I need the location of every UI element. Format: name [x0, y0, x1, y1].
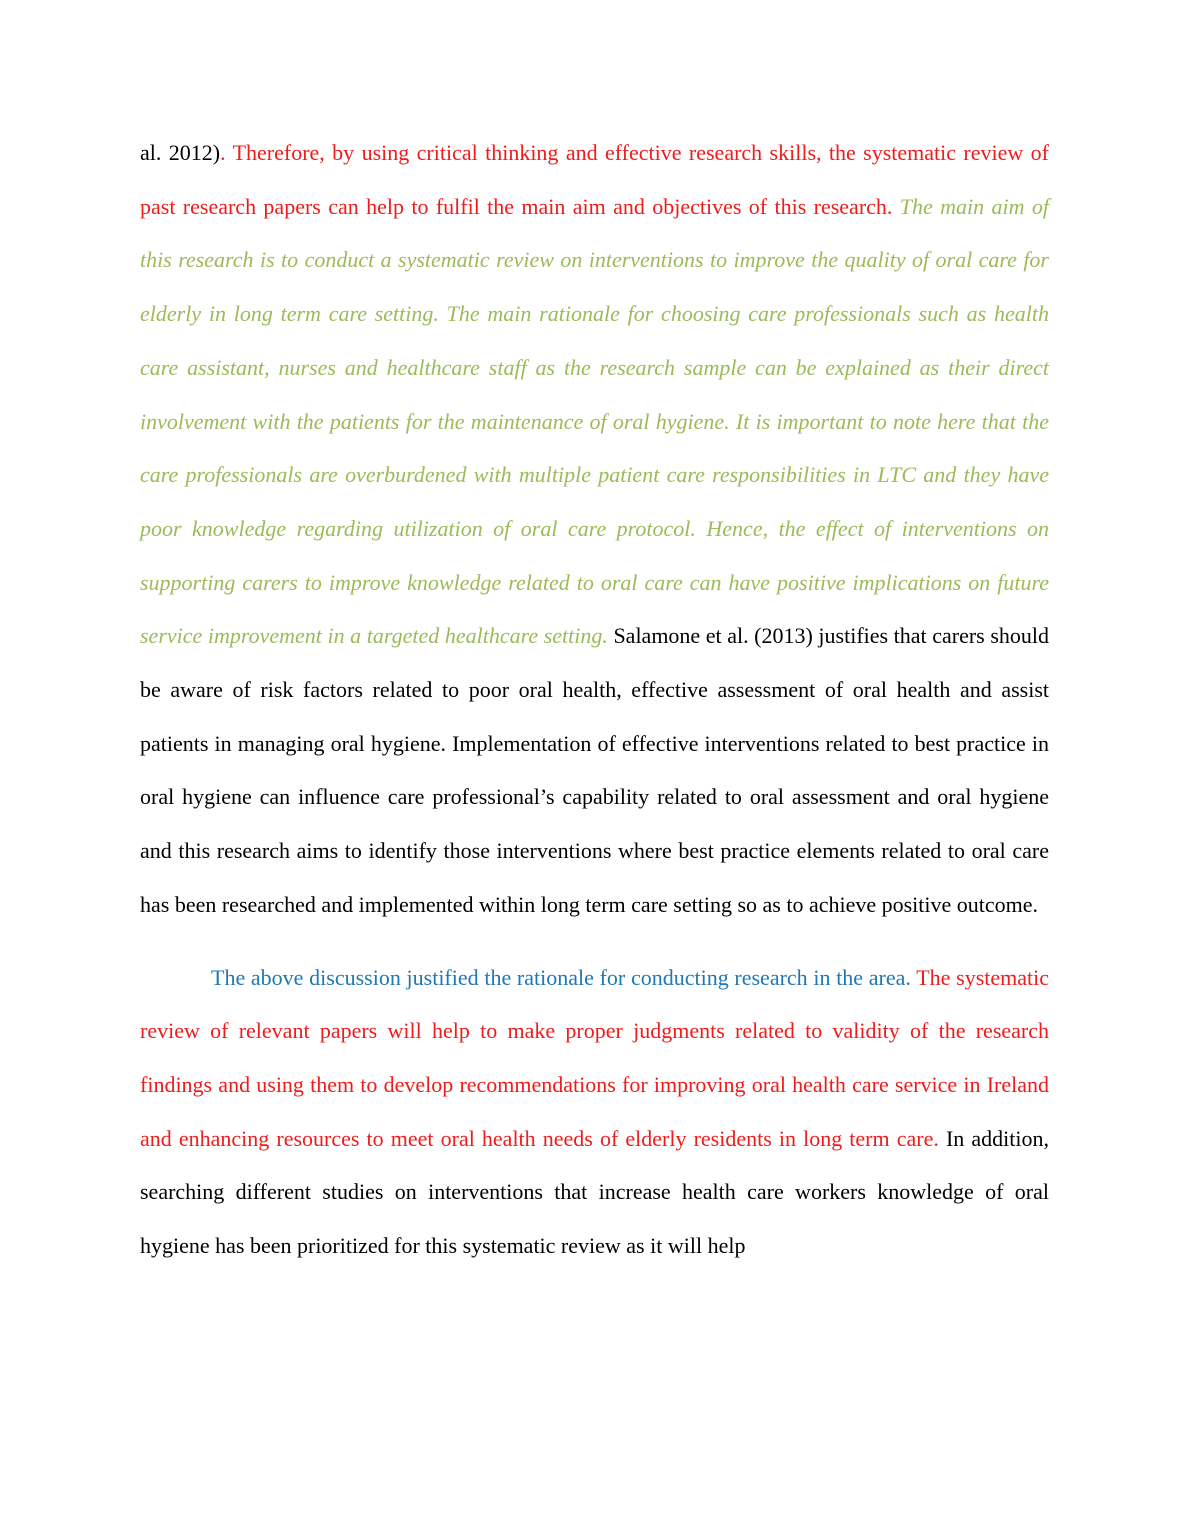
paragraph-rationale: [140, 126, 1049, 932]
document-page: [140, 126, 1049, 1273]
text-systematic-review-purpose: . Therefore, by using critical thinking and effective research skills, the systematic review of past research papers can help to fulfil the main aim and objectives of this research.: [140, 140, 1049, 219]
paragraph-discussion: [140, 951, 1049, 1273]
text-research-aim: The main aim of this research is to conduct a systematic review on interventions to improve the quality of oral care for elderly in long term care setting. The main rationale for choosing care professionals such as health care assistant, nurses and healthcare staff as the research sample can be explained as their direct involvement with the patients for the maintenance of oral hygiene. It is important to note here that the care professionals are overburdened with multiple patient care responsibilities in LTC and they have poor knowledge regarding utilization of oral care protocol. Hence, the effect of interventions on supporting carers to improve knowledge related to oral care can have positive implications on future service improvement in a targeted healthcare setting.: [140, 193, 1049, 649]
text-citation-fragment: al. 2012): [140, 140, 221, 165]
text-salamone-justification: Salamone et al. (2013) justifies that carers should be aware of risk factors related to poor oral health, effective assessment of oral health and assist patients in managing oral hygiene. Implementation of effective interventions related to best practice in oral hygiene can influence care professional’s capability related to oral assessment and oral hygiene and this research aims to identify those interventions where best practice elements related to oral care has been researched and implemented within long term care setting so as to achieve positive outcome.: [140, 623, 1049, 917]
text-discussion-summary: The above discussion justified the rationale for conducting research in the area.: [211, 964, 917, 990]
text-review-benefits: The systematic review of relevant papers will help to make proper judgments related to validity of the research findings and using them to develop recommendations for improving oral health care service in Ireland and enhancing resources to meet oral health needs of elderly residents in long term care.: [140, 964, 1049, 1151]
text-search-prioritization: In addition, searching different studies on interventions that increase health care workers knowledge of oral hygiene has been prioritized for this systematic review as it will help: [140, 1125, 1049, 1259]
